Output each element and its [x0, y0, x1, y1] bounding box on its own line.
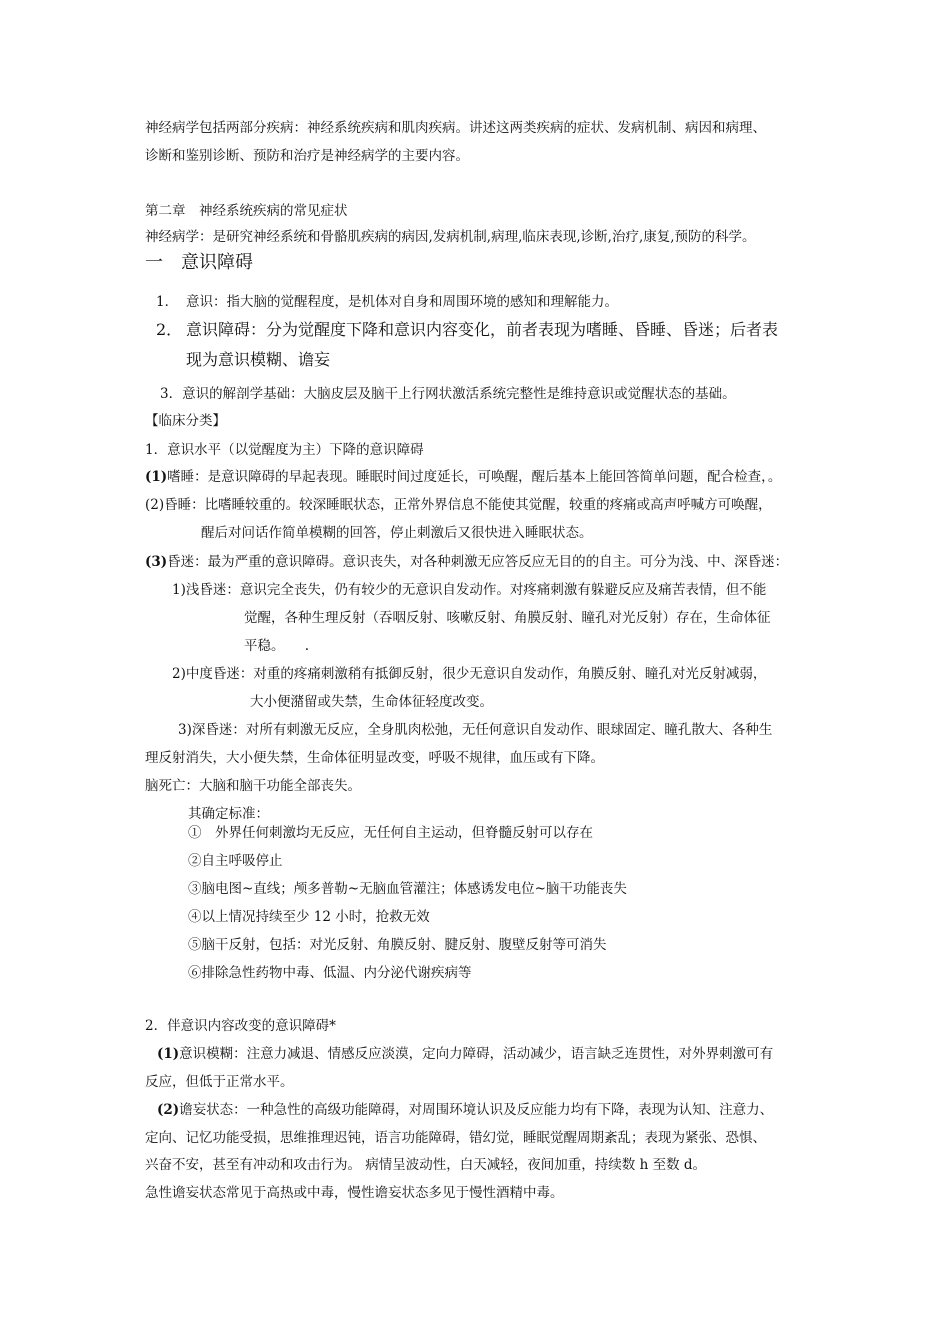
content-para-2-text-2: 定向、记忆功能受损，思维推理迟钝，语言功能障碍，错幻觉，睡眠觉醒周期紊乱；表现为紧张、恐惧、: [145, 1130, 766, 1146]
brain-death: 脑死亡：大脑和脑干功能全部丧失。: [145, 778, 361, 794]
intro-line-1: 神经病学包括两部分疾病：神经系统疾病和肌肉疾病。讲述这两类疾病的症状、发病机制、病因和病理、: [145, 120, 766, 136]
chapter-title: 第二章 神经系统疾病的常见症状: [145, 203, 348, 219]
para-1: [145, 467, 781, 487]
shallow-coma-1: 1)浅昏迷：意识完全丧失，仍有较少的无意识自发动作。对疼痛刺激有躲避反应及痛苦表情，但不能: [172, 582, 767, 598]
content-para-2: [157, 1100, 773, 1120]
deep-coma-1: 3)深昏迷：对所有刺激无反应，全身肌肉松弛，无任何意识自发动作、眼球固定、瞳孔散大、各种生: [178, 722, 773, 738]
criteria-item-4: ④以上情况持续至少 12 小时，抢救无效: [188, 909, 430, 925]
para-3-text: 昏迷：最为严重的意识障碍。意识丧失，对各种刺激无应答反应无目的的自主。可分为浅、中、深昏迷：: [167, 554, 789, 570]
shallow-coma-2: 觉醒，各种生理反射（吞咽反射、咳嗽反射、角膜反射、瞳孔对光反射）存在，生命体征: [244, 610, 771, 626]
content-para-1-text-2: 反应，但低于正常水平。: [145, 1074, 294, 1090]
criteria-label: 其确定标准：: [188, 806, 269, 822]
content-para-2-text-3: 兴奋不安，甚至有冲动和攻击行为。 病情呈波动性，白天减轻，夜间加重，持续数 h 至数 d。: [145, 1157, 707, 1173]
deep-coma-2: 理反射消失，大小便失禁，生命体征明显改变，呼吸不规律，血压或有下降。: [145, 750, 604, 766]
criteria-item-1: ① 外界任何刺激均无反应，无任何自主运动，但脊髓反射可以存在: [188, 825, 593, 841]
category-2-title: 2．伴意识内容改变的意识障碍*: [145, 1018, 336, 1034]
para-1-text: 嗜睡：是意识障碍的早起表现。睡眠时间过度延长，可唤醒，醒后基本上能回答简单问题，配合检查，。: [167, 469, 782, 485]
moderate-coma-1: 2)中度昏迷：对重的疼痛刺激稍有抵御反射，很少无意识自发动作，角膜反射、瞳孔对光反射减弱，: [172, 666, 767, 682]
item-3-text: 3．意识的解剖学基础：大脑皮层及脑干上行网状激活系统完整性是维持意识或觉醒状态的基础。: [160, 386, 736, 402]
item-1-text: 意识：指大脑的觉醒程度，是机体对自身和周围环境的感知和理解能力。: [186, 294, 618, 310]
para-2-text-1: 昏睡：比嗜睡较重的。较深睡眠状态，正常外界信息不能使其觉醒，较重的疼痛或高声呼喊方可唤醒，: [164, 497, 772, 513]
shallow-coma-3: 平稳。 .: [244, 638, 310, 654]
para-2-number: (2): [145, 497, 165, 513]
content-para-1: [157, 1044, 773, 1064]
content-para-2-number: (2): [157, 1102, 180, 1118]
criteria-item-6: ⑥排除急性药物中毒、低温、内分泌代谢疾病等: [188, 965, 472, 981]
criteria-item-3: ③脑电图~直线；颅多普勒~无脑血管灌注；体感诱发电位~脑干功能丧失: [188, 881, 627, 897]
para-3: [145, 552, 788, 572]
clinical-label: 【临床分类】: [145, 413, 226, 429]
para-1-number: (1): [145, 469, 168, 485]
content-para-2-text-1: 谵妄状态：一种急性的高级功能障碍，对周围环境认识及反应能力均有下降，表现为认知、注意力、: [179, 1102, 774, 1118]
para-3-number: (3): [145, 554, 168, 570]
criteria-item-2: ②自主呼吸停止: [188, 853, 283, 869]
content-para-1-number: (1): [157, 1046, 180, 1062]
content-para-1-text-1: 意识模糊：注意力减退、情感反应淡漠，定向力障碍，活动减少，语言缺乏连贯性，对外界刺激可有: [179, 1046, 774, 1062]
chapter-definition: 神经病学：是研究神经系统和骨骼肌疾病的病因,发病机制,病理,临床表现,诊断,治疗,康复,预防的科学。: [145, 229, 756, 245]
item-2-text-2: 现为意识模糊、谵妄: [186, 350, 331, 369]
intro-line-2: 诊断和鉴别诊断、预防和治疗是神经病学的主要内容。: [145, 148, 469, 164]
criteria-item-5: ⑤脑干反射，包括：对光反射、角膜反射、腱反射、腹壁反射等可消失: [188, 937, 607, 953]
item-1-number: 1．: [156, 294, 179, 310]
closing-line: 急性谵妄状态常见于高热或中毒，慢性谵妄状态多见于慢性酒精中毒。: [145, 1185, 564, 1201]
item-2-number: 2．: [156, 320, 183, 339]
item-2-text-1: 意识障碍：分为觉醒度下降和意识内容变化，前者表现为嗜睡、昏睡、昏迷；后者表: [186, 320, 779, 339]
category-1-title: 1．意识水平（以觉醒度为主）下降的意识障碍: [145, 442, 424, 458]
para-2-text-2: 醒后对问话作简单模糊的回答，停止刺激后又很快进入睡眠状态。: [201, 525, 593, 541]
moderate-coma-2: 大小便潴留或失禁，生命体征轻度改变。: [250, 694, 493, 710]
para-2: [145, 495, 772, 515]
section-heading: 一 意识障碍: [145, 252, 253, 273]
